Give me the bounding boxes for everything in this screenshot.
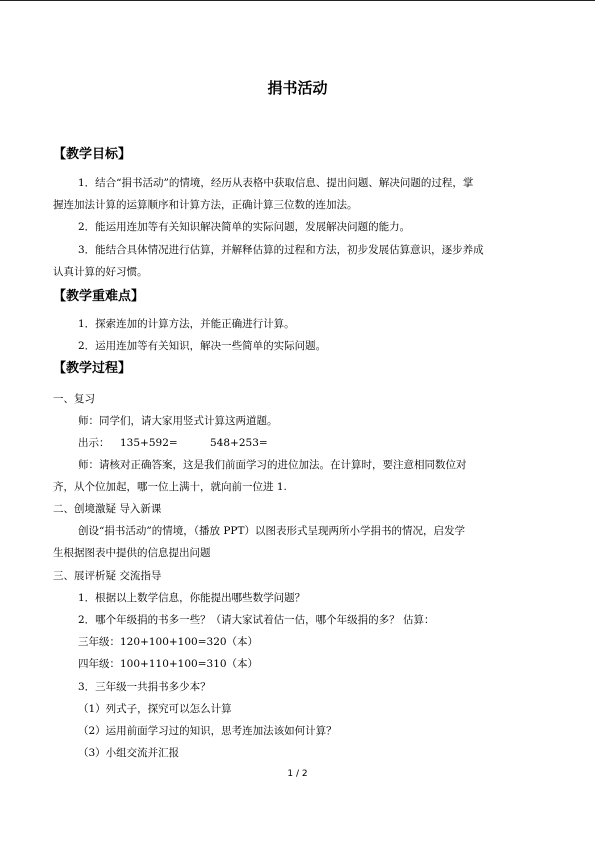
question-1: 1．根据以上数学信息，你能提出哪些数学问题？ bbox=[78, 592, 306, 604]
review-expression-2: 548+253= bbox=[210, 437, 268, 449]
intro-line2: 生根据图表中提供的信息提出问题 bbox=[53, 547, 211, 559]
review-note-line1: 师：请核对正确答案，这是我们前面学习的进位加法。在计算时，要注意相同数位对 bbox=[78, 459, 467, 471]
objectives-p1-line1: 1．结合“捐书活动”的情境，经历从表格中获取信息、提出问题、解决问题的过程，掌 bbox=[78, 177, 474, 189]
objectives-p3-line1: 3．能结合具体情况进行估算，并解释估算的过程和方法，初步发展估算意识，逐步养成 bbox=[78, 244, 484, 256]
step-2: （2）运用前面学习过的知识，思考连加法该如何计算？ bbox=[78, 725, 337, 737]
key-points-heading: 【教学重难点】 bbox=[53, 289, 145, 304]
step-1: （1）列式子，探究可以怎么计算 bbox=[78, 703, 232, 715]
objectives-p2: 2．能运用连加等有关知识解决简单的实际问题，发展解决问题的能力。 bbox=[78, 221, 411, 233]
document-title: 捐书活动 bbox=[267, 79, 328, 97]
grade-3-estimate: 三年级：120+100+100=320（本） bbox=[78, 636, 259, 648]
page-number: 1 / 2 bbox=[287, 769, 308, 779]
key-points-p2: 2．运用连加等有关知识，解决一些简单的实际问题。 bbox=[78, 340, 327, 352]
top-rule bbox=[0, 0, 595, 1]
discussion-title: 三、展评析疑 交流指导 bbox=[53, 570, 162, 582]
review-expression-1: 135+592= bbox=[120, 437, 178, 449]
question-2: 2．哪个年级捐的书多一些？（请大家试着估一估，哪个年级捐的多？ 估算： bbox=[78, 614, 435, 626]
intro-title: 二、创境激疑 导入新课 bbox=[53, 503, 162, 515]
question-3: 3．三年级一共捐书多少本？ bbox=[78, 681, 211, 693]
review-show-label: 出示： bbox=[78, 437, 110, 449]
objectives-p3-line2: 认真计算的好习惯。 bbox=[53, 266, 148, 278]
intro-line1: 创设“捐书活动”的情境，（播放 PPT）以图表形式呈现两所小学捐书的情况，启发学 bbox=[78, 525, 465, 537]
review-title: 一、复习 bbox=[53, 393, 95, 405]
review-teacher-line: 师：同学们，请大家用竖式计算这两道题。 bbox=[78, 415, 278, 427]
grade-4-estimate: 四年级：100+110+100=310（本） bbox=[78, 658, 259, 670]
process-heading: 【教学过程】 bbox=[53, 361, 132, 376]
review-note-line2: 齐，从个位加起，哪一位上满十，就向前一位进 1. bbox=[53, 481, 287, 493]
key-points-p1: 1．探索连加的计算方法，并能正确进行计算。 bbox=[78, 318, 295, 330]
objectives-p1-line2: 握连加法计算的运算顺序和计算方法，正确计算三位数的连加法。 bbox=[53, 199, 358, 211]
step-3: （3）小组交流并汇报 bbox=[78, 747, 180, 759]
objectives-heading: 【教学目标】 bbox=[53, 147, 132, 162]
